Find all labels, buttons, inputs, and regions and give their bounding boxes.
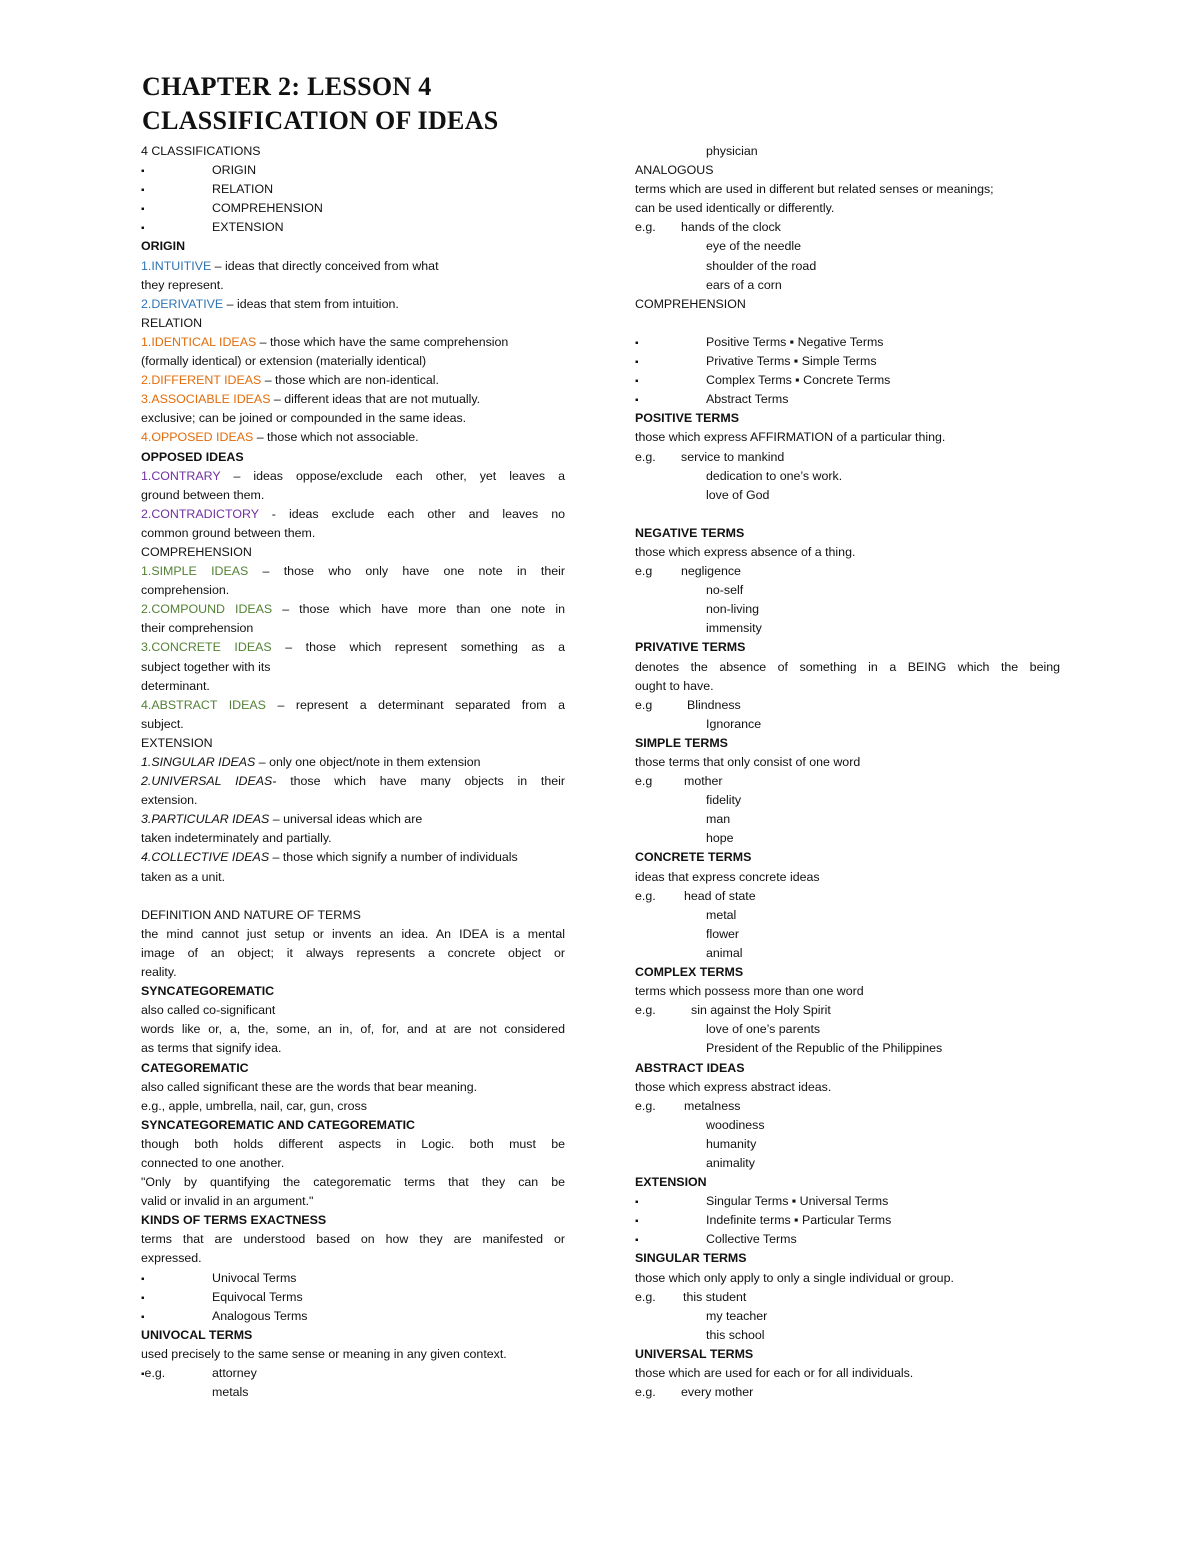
section-heading: COMPREHENSION [635, 296, 746, 311]
body-line: also called significant these are the words that bear meaning. [141, 1079, 478, 1094]
example-line: man [706, 812, 731, 827]
definition-line: 3.PARTICULAR IDEAS – universal ideas which are [141, 812, 423, 827]
definition-line: 2.CONTRADICTORY - ideas exclude each other and leaves no [141, 506, 565, 521]
bullet-icon [635, 1211, 706, 1231]
example-line: humanity [706, 1136, 757, 1151]
definition-line: ground between them. [141, 487, 265, 502]
definition-line: comprehension. [141, 583, 230, 598]
example-line: e.g. head of state [635, 888, 756, 903]
example-line: love of one’s parents [706, 1022, 821, 1037]
definition-line: determinant. [141, 678, 210, 693]
definition-line: 2.UNIVERSAL IDEAS- those which have many objects in their [141, 774, 565, 789]
definition-line: taken indeterminately and partially. [141, 831, 332, 846]
definition-line: exclusive; can be joined or compounded in the same ideas. [141, 411, 467, 426]
body-line: though both holds different aspects in Logic. both must be [141, 1136, 565, 1151]
bullet-icon [141, 1307, 212, 1327]
body-line: can be used identically or differently. [635, 201, 835, 216]
example-line: e.g Blindness [635, 697, 741, 712]
spacer [635, 314, 1060, 333]
section-heading: RELATION [141, 315, 203, 330]
right-column [635, 142, 1060, 1402]
bullet-icon [635, 1230, 706, 1250]
body-line: "Only by quantifying the categorematic terms that they can be [141, 1175, 565, 1190]
bullet-item: ▪Analogous Terms [141, 1307, 565, 1326]
body-line: expressed. [141, 1251, 202, 1266]
example-line: physician [706, 144, 758, 158]
section-heading: CATEGOREMATIC [141, 1060, 249, 1075]
spacer [141, 887, 565, 906]
body-line: also called co-significant [141, 1003, 276, 1018]
bullet-icon [635, 333, 706, 353]
example-line: immensity [706, 621, 762, 636]
body-line: those which express abstract ideas. [635, 1079, 832, 1094]
bullet-icon [635, 371, 706, 391]
bullet-icon [141, 1288, 212, 1308]
section-heading: UNIVOCAL TERMS [141, 1327, 253, 1342]
body-line: as terms that signify idea. [141, 1041, 282, 1056]
example-line: non-living [706, 602, 760, 617]
example-line: ▪ e.g. attorney [141, 1364, 565, 1383]
bullet-icon [635, 390, 706, 410]
example-line: shoulder of the road [706, 258, 817, 273]
example-line: metals [212, 1385, 249, 1400]
section-heading: SYNCATEGOREMATIC [141, 984, 275, 999]
definition-line: they represent. [141, 277, 224, 292]
example-line: animal [706, 945, 743, 960]
example-line: e.g mother [635, 774, 723, 789]
body-line: ought to have. [635, 678, 714, 693]
example-line: Ignorance [706, 716, 762, 731]
example-line: animality [706, 1155, 755, 1170]
example-line: no-self [706, 583, 744, 598]
body-line: e.g., apple, umbrella, nail, car, gun, cross [141, 1098, 367, 1113]
left-column [141, 142, 565, 1402]
definition-line: 2.COMPOUND IDEAS – those which have more than one note in [141, 602, 565, 617]
bullet-item: ▪Singular Terms ▪ Universal Terms [635, 1192, 1060, 1211]
bullet-item: ▪EXTENSION [141, 218, 565, 237]
section-heading: CONCRETE TERMS [635, 850, 752, 865]
bullet-item: ▪Equivocal Terms [141, 1288, 565, 1307]
section-heading: SIMPLE TERMS [635, 735, 728, 750]
example-line: e.g. sin against the Holy Spirit [635, 1003, 831, 1018]
example-line: this school [706, 1327, 765, 1342]
bullet-item: ▪COMPREHENSION [141, 199, 565, 218]
example-line: my teacher [706, 1308, 768, 1323]
example-line: e.g. metalness [635, 1098, 741, 1113]
definition-line: (formally identical) or extension (materially identical) [141, 354, 427, 369]
body-line: ideas that express concrete ideas [635, 869, 820, 884]
body-line: terms which possess more than one word [635, 984, 864, 999]
body-line: image of an object; it always represents a concrete object or [141, 945, 565, 960]
definition-line: 3.CONCRETE IDEAS – those which represent something as a [141, 640, 565, 655]
definition-line: 4.ABSTRACT IDEAS – represent a determinant separated from a [141, 697, 565, 712]
definition-line: 2.DIFFERENT IDEAS – those which are non-identical. [141, 373, 439, 388]
body-line: those which express absence of a thing. [635, 544, 856, 559]
section-heading: ANALOGOUS [635, 163, 714, 178]
section-heading: KINDS OF TERMS EXACTNESS [141, 1213, 327, 1228]
section-heading: ABSTRACT IDEAS [635, 1060, 745, 1075]
bullet-item: ▪Complex Terms ▪ Concrete Terms [635, 371, 1060, 390]
body-line: the mind cannot just setup or invents an idea. An IDEA is a mental [141, 926, 565, 941]
section-heading: POSITIVE TERMS [635, 411, 739, 426]
section-heading: EXTENSION [635, 1175, 707, 1190]
definition-line: common ground between them. [141, 525, 316, 540]
body-line: valid or invalid in an argument." [141, 1194, 314, 1209]
bullet-item: ▪RELATION [141, 180, 565, 199]
bullet-item: ▪ORIGIN [141, 161, 565, 180]
bullet-item: ▪Collective Terms [635, 1230, 1060, 1249]
section-heading: EXTENSION [141, 735, 213, 750]
section-heading: DEFINITION AND NATURE OF TERMS [141, 907, 361, 922]
section-heading: NEGATIVE TERMS [635, 525, 745, 540]
section-heading: PRIVATIVE TERMS [635, 640, 746, 655]
section-heading: SINGULAR TERMS [635, 1251, 747, 1266]
example-line: woodiness [706, 1117, 765, 1132]
bullet-item: ▪Univocal Terms [141, 1269, 565, 1288]
example-line: e.g negligence [635, 564, 741, 579]
body-line: reality. [141, 965, 177, 980]
definition-line: 2.DERIVATIVE – ideas that stem from intuition. [141, 296, 399, 311]
body-line: denotes the absence of something in a BEING which the being [635, 659, 1060, 674]
example-line: e.g. this student [635, 1289, 747, 1304]
bullet-item: ▪Abstract Terms [635, 390, 1060, 409]
bullet-icon [141, 199, 212, 219]
body-line: terms that are understood based on how they are manifested or [141, 1232, 565, 1247]
body-line: those terms that only consist of one word [635, 755, 861, 769]
definition-line: 1.SINGULAR IDEAS – only one object/note in them extension [141, 755, 481, 769]
bullet-icon [141, 161, 212, 181]
section-heading: COMPREHENSION [141, 544, 252, 559]
body-line: terms which are used in different but related senses or meanings; [635, 182, 994, 197]
definition-line: subject. [141, 716, 184, 731]
body-line: connected to one another. [141, 1155, 285, 1170]
definition-line: 4.OPPOSED IDEAS – those which not associable. [141, 430, 419, 445]
example-line: dedication to one’s work. [706, 468, 843, 483]
bullet-item: ▪Positive Terms ▪ Negative Terms [635, 333, 1060, 352]
section-heading: 4 CLASSIFICATIONS [141, 144, 261, 158]
body-line: words like or, a, the, some, an in, of, for, and at are not considered [141, 1022, 565, 1037]
example-line: e.g. every mother [635, 1385, 754, 1400]
example-line: President of the Republic of the Philippines [706, 1041, 943, 1056]
example-line: flower [706, 926, 740, 941]
section-heading: UNIVERSAL TERMS [635, 1346, 754, 1361]
bullet-item: ▪Indefinite terms ▪ Particular Terms [635, 1211, 1060, 1230]
definition-line: 3.ASSOCIABLE IDEAS – different ideas that are not mutually. [141, 392, 481, 407]
example-line: eye of the needle [706, 239, 802, 254]
bullet-icon [141, 218, 212, 238]
definition-line: 4.COLLECTIVE IDEAS – those which signify a number of individuals [141, 850, 518, 865]
body-line: those which are used for each or for all individuals. [635, 1366, 914, 1380]
definition-line: subject together with its [141, 659, 271, 674]
example-line: fidelity [706, 793, 742, 808]
example-line: metal [706, 907, 737, 922]
definition-line: 1.SIMPLE IDEAS – those who only have one note in their [141, 564, 565, 579]
example-line: love of God [706, 487, 770, 502]
bullet-icon [141, 180, 212, 200]
body-line: those which only apply to only a single individual or group. [635, 1270, 954, 1285]
example-line: e.g. hands of the clock [635, 220, 781, 235]
body-line: used precisely to the same sense or meaning in any given context. [141, 1346, 507, 1361]
example-line: ears of a corn [706, 277, 782, 292]
page-title-line2: CLASSIFICATION OF IDEAS [142, 106, 499, 135]
spacer [635, 505, 1060, 524]
bullet-icon [635, 352, 706, 372]
definition-line: their comprehension [141, 621, 254, 636]
section-heading: ORIGIN [141, 239, 186, 254]
section-heading: COMPLEX TERMS [635, 965, 744, 980]
definition-line: 1.INTUITIVE – ideas that directly conceived from what [141, 258, 439, 273]
bullet-icon [141, 1269, 212, 1289]
body-line: those which express AFFIRMATION of a particular thing. [635, 430, 946, 445]
definition-line: 1.CONTRARY – ideas oppose/exclude each other, yet leaves a [141, 468, 565, 483]
example-line: hope [706, 831, 734, 846]
section-heading: SYNCATEGOREMATIC AND CATEGOREMATIC [141, 1117, 415, 1132]
example-line: e.g. service to mankind [635, 449, 785, 464]
definition-line: taken as a unit. [141, 869, 226, 884]
bullet-item: ▪Privative Terms ▪ Simple Terms [635, 352, 1060, 371]
definition-line: extension. [141, 793, 198, 808]
section-heading: OPPOSED IDEAS [141, 449, 244, 464]
bullet-icon [635, 1192, 706, 1212]
page-title-line1: CHAPTER 2: LESSON 4 [142, 72, 432, 101]
definition-line: 1.IDENTICAL IDEAS – those which have the same comprehension [141, 334, 509, 349]
